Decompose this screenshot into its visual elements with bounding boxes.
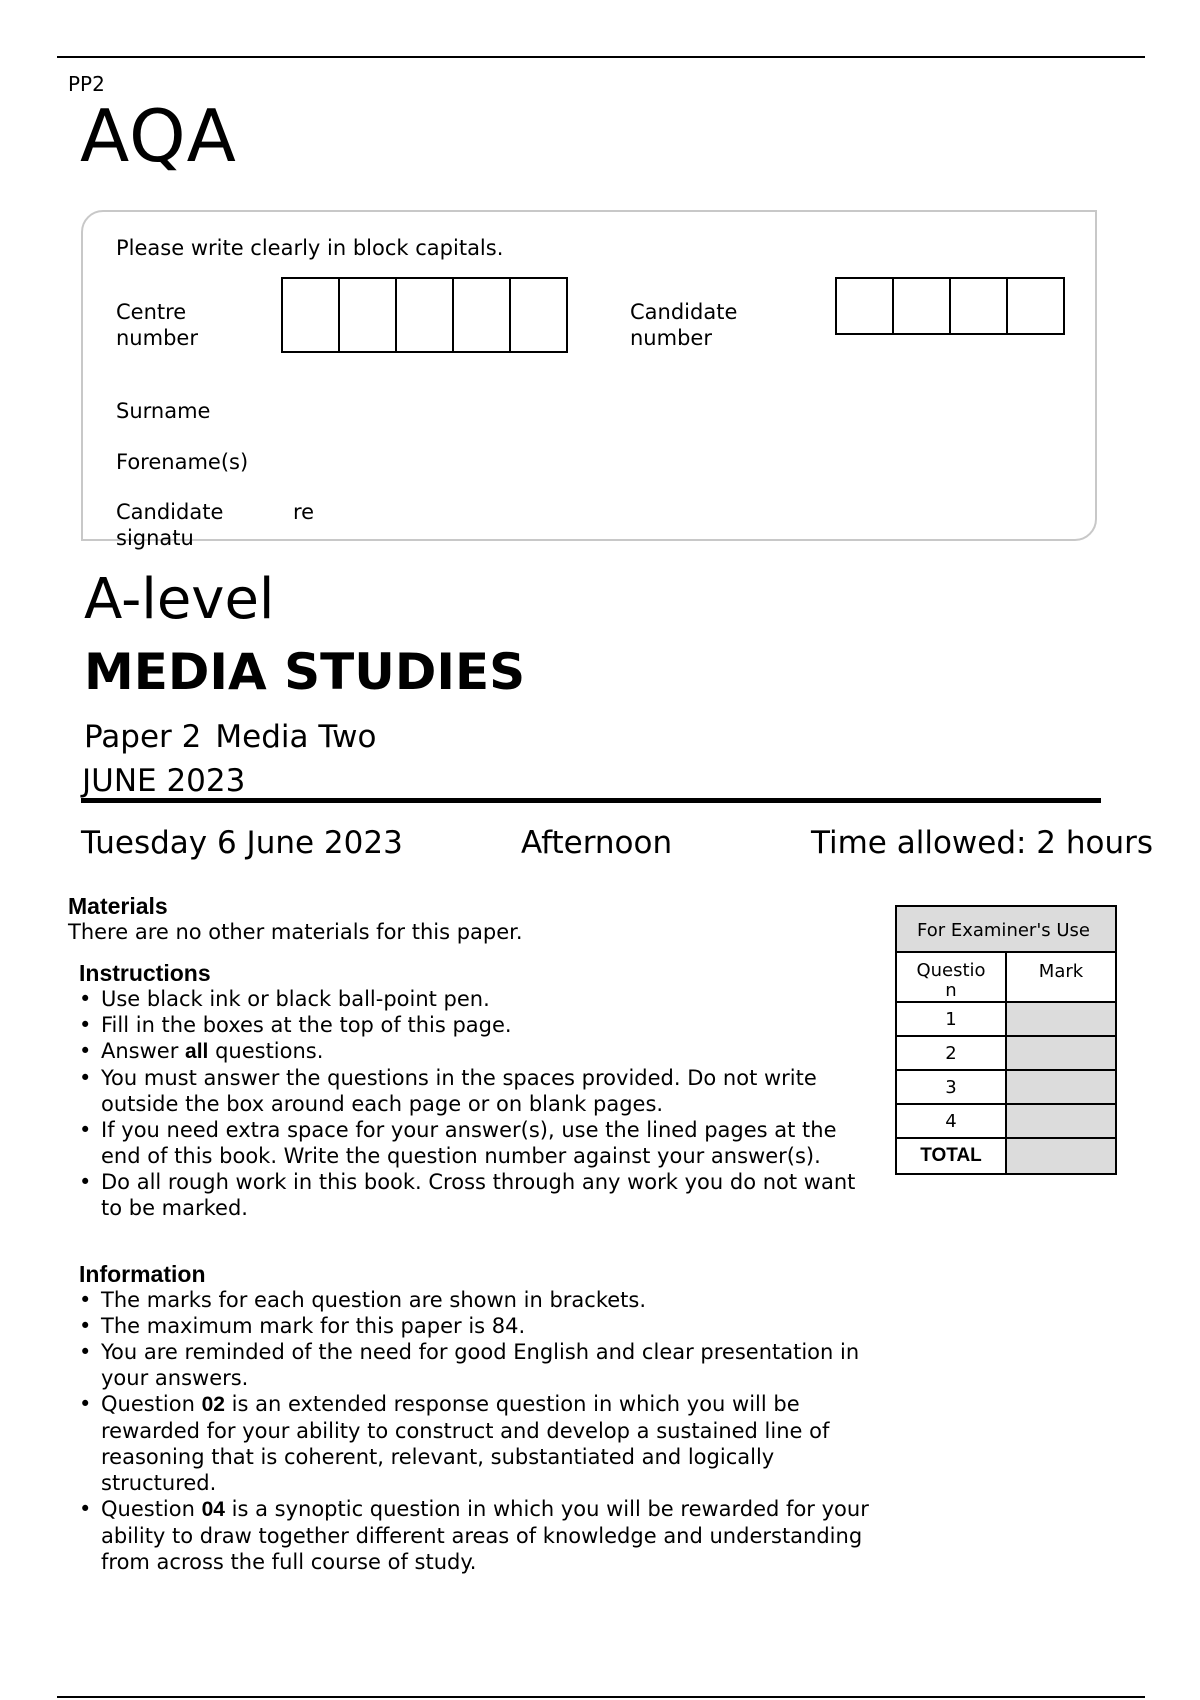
- candidate-number-digit[interactable]: [949, 279, 1006, 333]
- candidate-number-boxes: [835, 277, 1065, 335]
- centre-number-digit[interactable]: [452, 279, 509, 351]
- centre-number-digit[interactable]: [338, 279, 395, 351]
- time-allowed: Time allowed: 2 hours: [811, 825, 1154, 861]
- information-item: • Question 02 is an extended response question in which you will be rewarded for your ability to construct and develop a sustained line of reasoning that is coherent, relevant, substantiated and logically structured.: [79, 1391, 879, 1496]
- instructions-heading: Instructions: [79, 960, 211, 986]
- mark-cell[interactable]: [1006, 1002, 1116, 1036]
- question-column-header: Questio n: [896, 952, 1006, 1002]
- block-capitals-instruction: Please write clearly in block capitals.: [116, 236, 504, 260]
- surname-label: Surname: [116, 399, 211, 423]
- mark-cell[interactable]: [1006, 1104, 1116, 1138]
- signature-label: Candidate signatu: [116, 500, 224, 550]
- paper-title: Paper 2 Media Two: [84, 719, 377, 755]
- exam-date: Tuesday 6 June 2023: [81, 825, 403, 861]
- centre-number-label: Centre number: [116, 300, 198, 350]
- top-rule: [57, 56, 1145, 58]
- candidate-number-digit[interactable]: [892, 279, 949, 333]
- candidate-number-digit[interactable]: [1006, 279, 1063, 333]
- forenames-label: Forename(s): [116, 450, 249, 474]
- subject-title: MEDIA STUDIES: [84, 643, 526, 701]
- centre-number-digit[interactable]: [395, 279, 452, 351]
- aqa-logo: AQA: [80, 94, 237, 178]
- mark-column-header: Mark: [1006, 952, 1116, 1002]
- mark-cell[interactable]: [1006, 1070, 1116, 1104]
- instruction-item: • Do all rough work in this book. Cross through any work you do not want to be marked.: [79, 1169, 879, 1221]
- information-item: • The marks for each question are shown in brackets.: [79, 1287, 879, 1313]
- information-item: • You are reminded of the need for good English and clear presentation in your answers.: [79, 1339, 879, 1391]
- total-label-cell: TOTAL: [896, 1138, 1006, 1174]
- question-number-cell: 4: [896, 1104, 1006, 1138]
- instruction-item: • Answer all questions.: [79, 1038, 879, 1065]
- qualification-title: A-level: [84, 567, 275, 632]
- question-number-cell: 3: [896, 1070, 1006, 1104]
- centre-number-boxes: [281, 277, 568, 353]
- paper-code: PP2: [68, 72, 105, 96]
- exam-time: Afternoon: [521, 825, 673, 861]
- information-heading: Information: [79, 1261, 206, 1287]
- instruction-item: • You must answer the questions in the spaces provided. Do not write outside the box around each page or on blank pages.: [79, 1065, 879, 1117]
- instruction-item: • If you need extra space for your answer(s), use the lined pages at the end of this book. Write the question number against your answer(s).: [79, 1117, 879, 1169]
- information-list: [79, 1287, 879, 1575]
- exam-session: JUNE 2023: [82, 763, 246, 799]
- mark-cell[interactable]: [1006, 1036, 1116, 1070]
- title-divider: [81, 798, 1101, 803]
- signature-label-overflow: re: [293, 500, 315, 524]
- question-number-cell: 1: [896, 1002, 1006, 1036]
- centre-number-digit[interactable]: [283, 279, 338, 351]
- candidate-number-label: Candidate number: [630, 300, 738, 350]
- instructions-list: [79, 986, 879, 1221]
- total-mark-cell[interactable]: [1006, 1138, 1116, 1174]
- candidate-number-digit[interactable]: [837, 279, 892, 333]
- information-item: • Question 04 is a synoptic question in which you will be rewarded for your ability to draw together different areas of knowledge and understanding from across the full course of study.: [79, 1496, 879, 1575]
- instruction-item: • Use black ink or black ball-point pen.: [79, 986, 879, 1012]
- materials-heading: Materials: [68, 893, 168, 919]
- materials-text: There are no other materials for this paper.: [68, 920, 523, 944]
- question-number-cell: 2: [896, 1036, 1006, 1070]
- bottom-rule: [57, 1696, 1145, 1698]
- examiner-use-table: [895, 905, 1117, 1175]
- examiner-table-title: For Examiner's Use: [896, 906, 1116, 952]
- information-item: • The maximum mark for this paper is 84.: [79, 1313, 879, 1339]
- instruction-item: • Fill in the boxes at the top of this page.: [79, 1012, 879, 1038]
- centre-number-digit[interactable]: [509, 279, 566, 351]
